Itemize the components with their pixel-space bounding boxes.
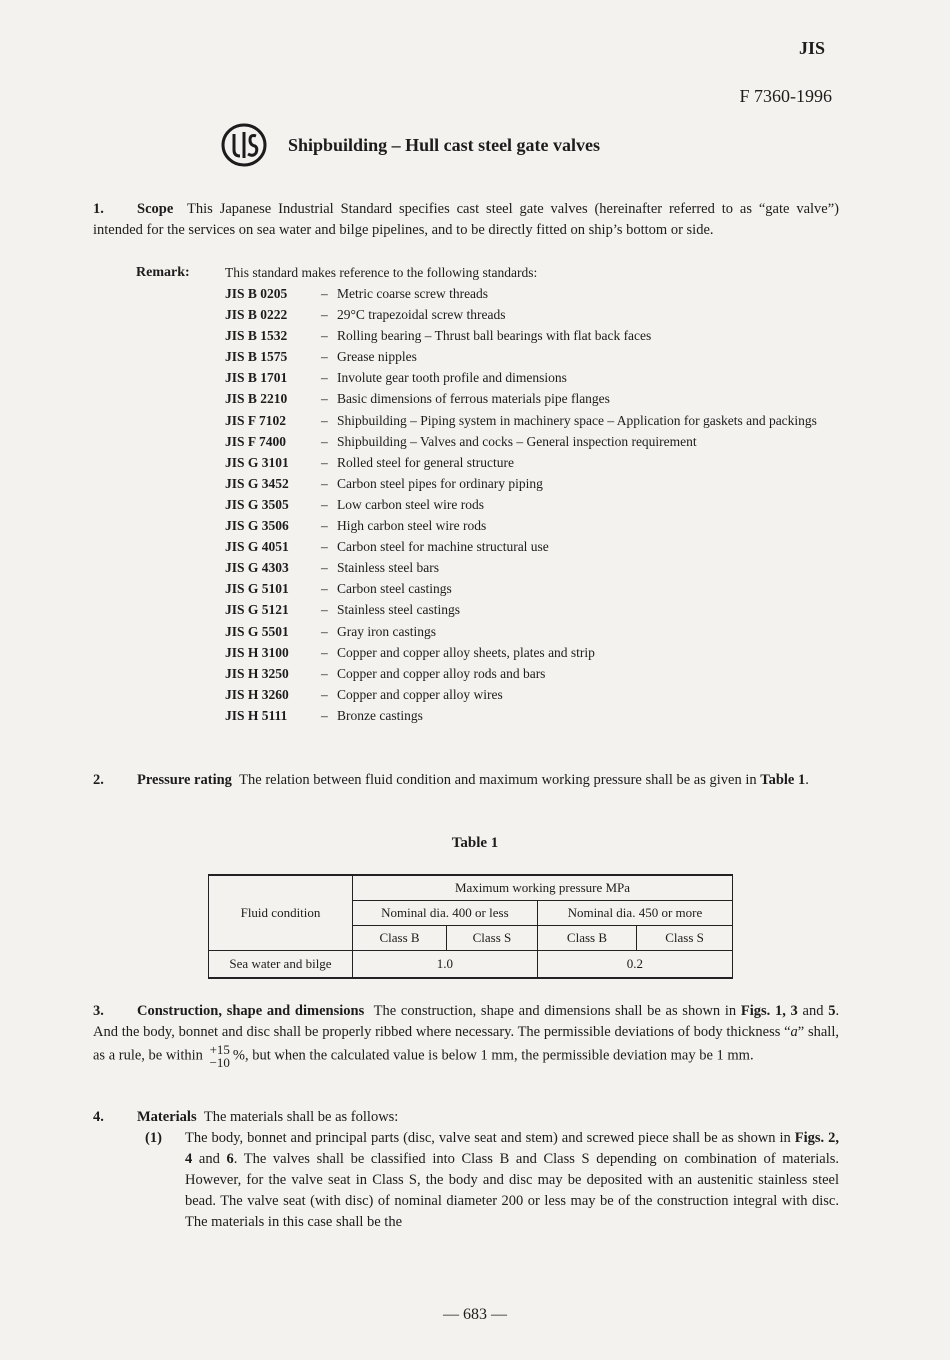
class-s-header: Class S — [637, 926, 733, 951]
reference-row — [225, 705, 841, 726]
reference-row — [225, 557, 841, 578]
reference-title: Copper and copper alloy rods and bars — [337, 665, 546, 681]
class-b-header: Class B — [353, 926, 447, 951]
reference-row — [225, 388, 841, 409]
reference-row — [225, 515, 841, 536]
document-title: Shipbuilding – Hull cast steel gate valves — [288, 134, 601, 155]
section-text: The relation between fluid condition and maximum working pressure shall be as given in — [239, 772, 757, 788]
reference-code: JIS B 2210 — [225, 391, 288, 407]
table-reference: Table 1 — [760, 772, 806, 788]
section-number: 3. — [93, 1003, 104, 1019]
reference-row — [225, 642, 841, 663]
standard-year: -1996 — [790, 86, 832, 106]
tolerance-plus: +15 — [209, 1042, 230, 1057]
reference-code: JIS H 3250 — [225, 665, 289, 681]
reference-code: JIS G 5121 — [225, 602, 289, 618]
reference-dash: – — [321, 581, 328, 597]
conjunction: and — [198, 1151, 220, 1167]
section-materials — [93, 1107, 839, 1233]
reference-title: Carbon steel pipes for ordinary piping — [337, 475, 543, 491]
standard-label: JIS — [798, 38, 825, 58]
reference-row — [225, 367, 841, 388]
reference-code: JIS G 5101 — [225, 581, 289, 597]
tolerance-minus: −10 — [209, 1055, 230, 1070]
jis-mark-icon — [220, 122, 268, 168]
section-text: The construction, shape and dimensions shall be as shown in — [373, 1003, 737, 1019]
reference-dash: – — [321, 370, 328, 386]
reference-code: JIS F 7400 — [225, 433, 287, 449]
section-number: 1. — [93, 201, 104, 217]
reference-title: Grease nipples — [337, 349, 417, 365]
reference-dash: – — [321, 433, 328, 449]
pressure-table — [208, 874, 733, 979]
reference-row — [225, 473, 841, 494]
nominal-450-header: Nominal dia. 450 or more — [537, 901, 732, 926]
reference-row — [225, 346, 841, 367]
section-text: The materials shall be as follows: — [203, 1109, 399, 1125]
reference-row — [225, 599, 841, 620]
reference-code: JIS G 3101 — [225, 454, 289, 470]
reference-row — [225, 304, 841, 325]
reference-code: JIS G 3506 — [225, 518, 289, 534]
reference-row — [225, 325, 841, 346]
section-text-end: . — [805, 772, 809, 788]
reference-title: Gray iron castings — [337, 623, 436, 639]
reference-title: Stainless steel bars — [337, 560, 439, 576]
class-s-header: Class S — [447, 926, 538, 951]
reference-dash: – — [321, 391, 328, 407]
page-number: — 683 — — [443, 1306, 507, 1323]
reference-title: Low carbon steel wire rods — [337, 496, 484, 512]
reference-list — [225, 262, 841, 726]
reference-code: JIS B 0205 — [225, 286, 288, 301]
variable: a — [790, 1024, 798, 1040]
conjunction: and — [802, 1003, 824, 1019]
remark-label: Remark: — [136, 265, 190, 280]
reference-title: Copper and copper alloy sheets, plates and strip — [337, 644, 595, 660]
reference-title: Carbon steel castings — [337, 581, 452, 597]
reference-dash: – — [321, 454, 328, 470]
reference-code: JIS G 4051 — [225, 539, 289, 555]
reference-title: High carbon steel wire rods — [337, 518, 487, 534]
reference-dash: – — [321, 707, 328, 723]
reference-dash: – — [321, 623, 328, 639]
reference-title: Copper and copper alloy wires — [337, 686, 503, 702]
reference-code: JIS B 0222 — [225, 307, 288, 323]
reference-code: JIS B 1575 — [225, 349, 288, 365]
max-pressure-header: Maximum working pressure MPa — [353, 875, 733, 901]
tolerance — [210, 1043, 230, 1069]
reference-title: Rolling bearing – Thrust ball bearings with flat back faces — [337, 328, 652, 344]
reference-row — [225, 578, 841, 599]
figure-reference: Figs. 2, 4 — [185, 1130, 840, 1167]
reference-title: Rolled steel for general structure — [337, 454, 514, 470]
section-heading: Materials — [137, 1109, 197, 1125]
reference-dash: – — [321, 518, 328, 534]
reference-title: Stainless steel castings — [337, 602, 460, 618]
reference-row — [225, 536, 841, 557]
reference-title: Carbon steel for machine structural use — [337, 539, 549, 555]
figure-reference: 5 — [828, 1003, 836, 1019]
figure-reference: 6 — [226, 1151, 234, 1167]
section-heading: Scope — [137, 201, 174, 217]
reference-dash: – — [321, 644, 328, 660]
fluid-header: Fluid condition — [209, 875, 353, 951]
item-number: (1) — [145, 1130, 162, 1146]
section-construction — [93, 1001, 839, 1069]
section-heading: Construction, shape and dimensions — [137, 1003, 365, 1019]
reference-dash: – — [321, 686, 328, 702]
reference-dash: – — [321, 328, 328, 344]
reference-code: JIS G 3452 — [225, 475, 289, 491]
standard-code: F 7360 — [739, 86, 790, 106]
reference-rows — [225, 283, 841, 726]
section-number: 2. — [93, 772, 104, 788]
title-block — [220, 122, 600, 168]
reference-dash: – — [321, 496, 328, 512]
reference-dash: – — [321, 665, 328, 681]
item-text — [185, 1128, 839, 1233]
reference-dash: – — [321, 307, 328, 323]
reference-code: JIS H 3100 — [225, 644, 289, 660]
reference-title: Shipbuilding – Piping system in machinery space – Application for gaskets and packings — [337, 412, 817, 428]
reference-code: JIS B 1532 — [225, 328, 288, 344]
reference-intro: This standard makes reference to the following standards: — [225, 265, 538, 280]
reference-title: Metric coarse screw threads — [337, 286, 489, 301]
section-text: ” shall, as a rule, be within — [93, 1024, 839, 1064]
reference-dash: – — [321, 286, 328, 301]
section-text: . The valves shall be classified into Class B and Class S depending on combination of materials. However, for the valve seat in Class S, the body and disc may be deposited with an austenitic stainless steel bead. The valve seat (with disc) of nominal diameter 200 or less may be of the construction integral with disc. The materials in this case shall be the — [185, 1151, 839, 1230]
reference-title: Basic dimensions of ferrous materials pipe flanges — [337, 391, 610, 407]
section-heading: Pressure rating — [137, 772, 232, 788]
section-number: 4. — [93, 1109, 104, 1125]
reference-code: JIS G 5501 — [225, 623, 289, 639]
value-450: 0.2 — [537, 951, 732, 979]
section-text: %, but when the calculated value is below 1 mm, the permissible deviation may be 1 mm. — [232, 1047, 754, 1064]
reference-title: Involute gear tooth profile and dimensions — [337, 370, 567, 386]
reference-row — [225, 431, 841, 452]
section-pressure — [93, 770, 839, 791]
section-text: The body, bonnet and principal parts (disc, valve seat and stem) and screwed piece shall be as shown in — [185, 1130, 791, 1146]
nominal-400-header: Nominal dia. 400 or less — [353, 901, 538, 926]
reference-dash: – — [321, 412, 328, 428]
reference-code: JIS H 5111 — [225, 707, 288, 723]
standard-number — [739, 86, 832, 107]
reference-code: JIS G 3505 — [225, 496, 289, 512]
reference-title: Bronze castings — [337, 707, 423, 723]
reference-code: JIS G 4303 — [225, 560, 289, 576]
reference-row — [225, 494, 841, 515]
reference-dash: – — [321, 560, 328, 576]
table-caption: Table 1 — [451, 835, 499, 851]
figure-reference: Figs. 1, 3 — [740, 1003, 798, 1019]
reference-dash: – — [321, 539, 328, 555]
section-text: . And the body, bonnet and disc shall be properly ribbed where necessary. The permissible deviations of body thickness “ — [93, 1003, 840, 1040]
reference-row — [225, 410, 841, 431]
class-b-header: Class B — [537, 926, 636, 951]
reference-dash: – — [321, 349, 328, 365]
row-label: Sea water and bilge — [209, 951, 353, 979]
reference-row — [225, 663, 841, 684]
reference-code: JIS F 7102 — [225, 412, 287, 428]
value-400: 1.0 — [353, 951, 538, 979]
reference-dash: – — [321, 602, 328, 618]
reference-row — [225, 684, 841, 705]
reference-row — [225, 621, 841, 642]
reference-title: Shipbuilding – Valves and cocks – General inspection requirement — [337, 433, 697, 449]
reference-dash: – — [321, 475, 328, 491]
reference-code: JIS H 3260 — [225, 686, 289, 702]
section-text: This Japanese Industrial Standard specifies cast steel gate valves (hereinafter referred to as “gate valve”) intended for the services on sea water and bilge pipelines, and to be directly fitted on ship’s bottom or side. — [93, 201, 839, 238]
reference-row — [225, 283, 841, 304]
section-scope — [93, 199, 839, 241]
reference-title: 29°C trapezoidal screw threads — [337, 307, 506, 323]
reference-code: JIS B 1701 — [225, 370, 288, 386]
reference-row — [225, 452, 841, 473]
